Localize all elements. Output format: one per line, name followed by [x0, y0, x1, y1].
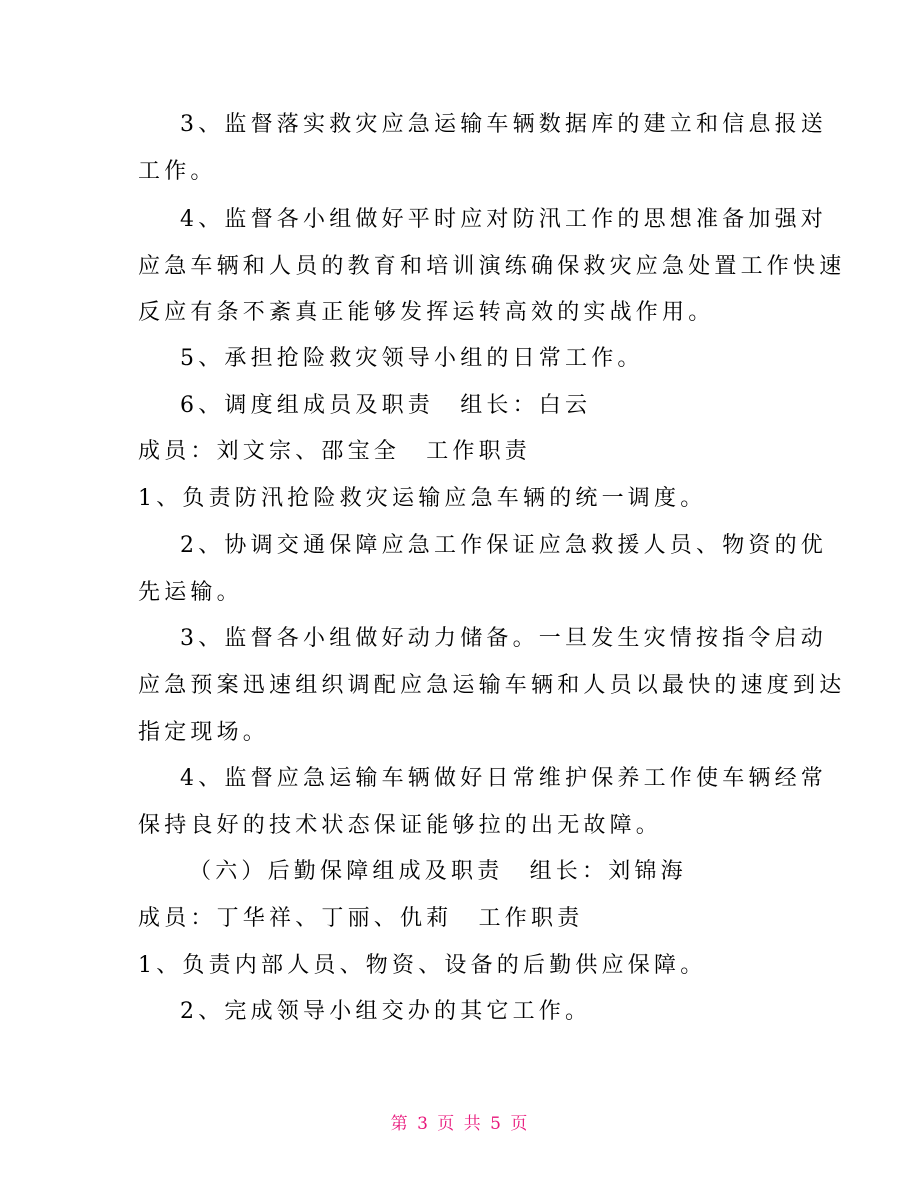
paragraph-line: 2、协调交通保障应急工作保证应急救援人员、物资的优	[180, 533, 827, 558]
paragraph-line: 4、监督各小组做好平时应对防汛工作的思想准备加强对	[180, 207, 827, 232]
paragraph-line: 工作。	[138, 159, 217, 184]
paragraph-line: 4、监督应急运输车辆做好日常维护保养工作使车辆经常	[180, 766, 827, 791]
members-line: 成员：丁华祥、丁丽、仇莉 工作职责	[138, 906, 584, 931]
paragraph-line: 指定现场。	[138, 720, 270, 745]
members-line: 成员：刘文宗、邵宝全 工作职责	[138, 439, 532, 464]
paragraph-line: 1、负责防汛抢险救灾运输应急车辆的统一调度。	[138, 486, 707, 511]
paragraph-line: 保持良好的技术状态保证能够拉的出无故障。	[138, 813, 663, 838]
paragraph-line: 3、监督各小组做好动力储备。一旦发生灾情按指令启动	[180, 626, 827, 651]
page-footer: 第 3 页 共 5 页	[390, 1114, 530, 1134]
paragraph-line: 5、承担抢险救灾领导小组的日常工作。	[180, 346, 644, 371]
paragraph-line: 2、完成领导小组交办的其它工作。	[180, 999, 592, 1024]
paragraph-line: 先运输。	[138, 580, 243, 605]
paragraph-line: 应急车辆和人员的教育和培训演练确保救灾应急处置工作快速	[138, 254, 846, 279]
section-heading: （六）后勤保障组成及职责 组长：刘锦海	[189, 859, 687, 884]
section-heading: 6、调度组成员及职责 组长：白云	[180, 393, 592, 418]
paragraph-line: 3、监督落实救灾应急运输车辆数据库的建立和信息报送	[180, 112, 827, 137]
paragraph-line: 1、负责内部人员、物资、设备的后勤供应保障。	[138, 953, 707, 978]
paragraph-line: 应急预案迅速组织调配应急运输车辆和人员以最快的速度到达	[138, 673, 846, 698]
paragraph-line: 反应有条不紊真正能够发挥运转高效的实战作用。	[138, 300, 715, 325]
